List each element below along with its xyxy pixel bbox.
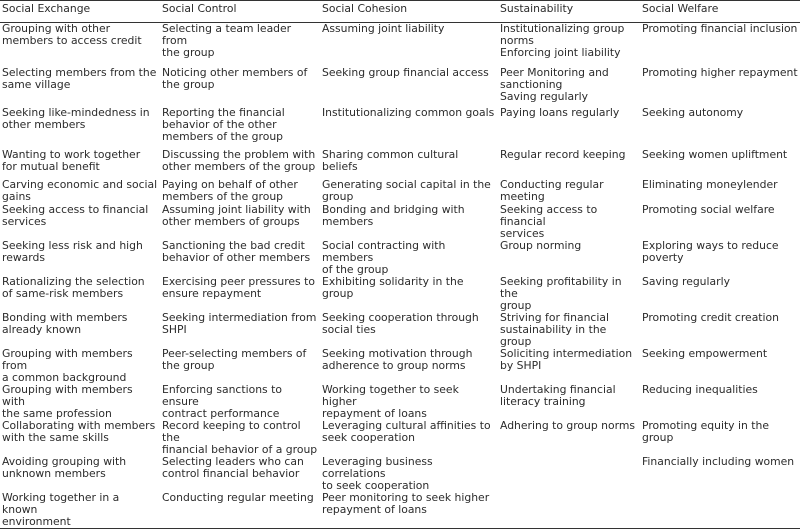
table-cell: [0, 179, 160, 204]
cell-text: Undertaking financial literacy training: [500, 382, 616, 408]
cell-text: Exhibiting solidarity in the group: [322, 274, 464, 300]
cell-text: Adhering to group norms: [500, 418, 636, 432]
cell-text: Promoting social welfare: [642, 202, 775, 216]
table-cell: [320, 384, 498, 420]
table-cell: [640, 384, 800, 420]
column-header: Social Exchange: [0, 1, 160, 23]
cell-text: Seeking intermediation from SHPI: [162, 310, 317, 336]
table-cell: [498, 420, 640, 456]
table-cell: [160, 492, 320, 529]
table-row: [0, 312, 800, 348]
cell-text: Seeking empowerment: [642, 346, 768, 360]
table-cell: [0, 492, 160, 529]
table-cell: [498, 492, 640, 529]
cell-text: Rationalizing the selection of same-risk members: [2, 274, 145, 300]
cell-text: Seeking autonomy: [642, 105, 744, 119]
table-cell: [498, 240, 640, 276]
cell-text: Promoting equity in the group: [642, 418, 770, 444]
cell-text: Seeking access to financial services: [2, 202, 149, 228]
cell-text: Promoting financial inclusion: [642, 22, 798, 35]
cell-text: Selecting leaders who can control financial behavior: [162, 454, 304, 480]
cell-text: Seeking motivation through adherence to group norms: [322, 346, 473, 372]
cell-text: Soliciting intermediation by SHPI: [500, 346, 633, 372]
cell-text: Assuming joint liability with other members of groups: [162, 202, 311, 228]
table-cell: [640, 420, 800, 456]
table-cell: [320, 240, 498, 276]
table-cell: [498, 384, 640, 420]
table-cell: [0, 348, 160, 384]
table-cell: [160, 204, 320, 240]
cell-text: Collaborating with members with the same skills: [2, 418, 156, 444]
table-row: [0, 204, 800, 240]
cell-text: Seeking like-mindedness in other members: [2, 105, 150, 131]
cell-text: Wanting to work together for mutual benefit: [2, 147, 141, 173]
table-cell: [320, 492, 498, 529]
table-row: [0, 240, 800, 276]
cell-text: Seeking women upliftment: [642, 147, 788, 161]
table-cell: [320, 149, 498, 179]
cell-text: Working together in a known environment: [2, 490, 120, 528]
cell-text: Seeking cooperation through social ties: [322, 310, 479, 336]
table-cell: [640, 240, 800, 276]
cell-text: Institutionalizing group norms Enforcing joint liability: [500, 22, 625, 59]
table-cell: [498, 107, 640, 149]
table-row: [0, 456, 800, 492]
cell-text: Group norming: [500, 238, 582, 252]
table-cell: [320, 348, 498, 384]
cell-text: Regular record keeping: [500, 147, 626, 161]
table-cell: [640, 312, 800, 348]
cell-text: Record keeping to control the financial behavior of a group: [162, 418, 318, 456]
cell-text: Grouping with members from a common background: [2, 346, 133, 384]
cell-text: Assuming joint liability: [322, 22, 445, 35]
cell-text: Bonding and bridging with members: [322, 202, 465, 228]
table-cell: [320, 456, 498, 492]
cell-text: Promoting credit creation: [642, 310, 779, 324]
table-cell: [498, 204, 640, 240]
table-cell: [320, 204, 498, 240]
table-cell: [160, 149, 320, 179]
table-cell: [0, 23, 160, 67]
table-cell: [0, 107, 160, 149]
table-cell: [640, 204, 800, 240]
table-cell: [640, 348, 800, 384]
cell-text: Peer monitoring to seek higher repayment of loans: [322, 490, 490, 516]
cell-text: Enforcing sanctions to ensure contract performance: [162, 382, 282, 420]
table-cell: [160, 348, 320, 384]
table-cell: [320, 276, 498, 312]
cell-text: Seeking less risk and high rewards: [2, 238, 143, 264]
cell-text: Discussing the problem with other members of the group: [162, 147, 316, 173]
table-body: [0, 23, 800, 529]
table-cell: [0, 240, 160, 276]
cell-text: Selecting a team leader from the group: [162, 22, 292, 59]
table-cell: [640, 456, 800, 492]
cell-text: Conducting regular meeting: [162, 490, 314, 504]
table-cell: [0, 276, 160, 312]
cell-text: Noticing other members of the group: [162, 65, 308, 91]
column-header: Social Cohesion: [320, 1, 498, 23]
table-cell: [0, 456, 160, 492]
table-row: [0, 107, 800, 149]
table-cell: [320, 420, 498, 456]
cell-text: Striving for financial sustainability in the group: [500, 310, 609, 348]
cell-text: Working together to seek higher repayment of loans: [322, 382, 459, 420]
table-row: [0, 23, 800, 67]
cell-text: Peer-selecting members of the group: [162, 346, 307, 372]
cell-text: Institutionalizing common goals: [322, 105, 495, 119]
cell-text: Seeking group financial access: [322, 65, 489, 79]
table-cell: [498, 23, 640, 67]
table-cell: [160, 107, 320, 149]
table-cell: [498, 67, 640, 107]
table-cell: [160, 240, 320, 276]
table-cell: [640, 23, 800, 67]
table-cell: [320, 107, 498, 149]
cell-text: Eliminating moneylender: [642, 177, 778, 191]
table-row: [0, 384, 800, 420]
table-cell: [0, 204, 160, 240]
column-header: Sustainability: [498, 1, 640, 23]
cell-text: Financially including women: [642, 454, 795, 468]
cell-text: Seeking profitability in the group: [500, 274, 622, 312]
cell-text: Leveraging cultural affinities to seek cooperation: [322, 418, 491, 444]
column-header: Social Welfare: [640, 1, 800, 23]
cell-text: Paying on behalf of other members of the group: [162, 177, 298, 203]
cell-text: Promoting higher repayment: [642, 65, 798, 79]
table-cell: [320, 23, 498, 67]
table-cell: [320, 179, 498, 204]
table-row: [0, 276, 800, 312]
cell-text: Leveraging business correlations to seek cooperation: [322, 454, 433, 492]
cell-text: Bonding with members already known: [2, 310, 128, 336]
cell-text: Paying loans regularly: [500, 105, 620, 119]
cell-text: Conducting regular meeting: [500, 177, 604, 203]
table-row: [0, 149, 800, 179]
table-cell: [640, 67, 800, 107]
cell-text: Seeking access to financial services: [500, 202, 598, 240]
table-cell: [640, 276, 800, 312]
table-row: [0, 492, 800, 529]
table-cell: [160, 312, 320, 348]
cell-text: Saving regularly: [642, 274, 730, 288]
cell-text: Social contracting with members of the group: [322, 238, 446, 276]
table-cell: [160, 67, 320, 107]
table-cell: [640, 149, 800, 179]
cell-text: Carving economic and social gains: [2, 177, 158, 203]
cell-text: Exercising peer pressures to ensure repayment: [162, 274, 315, 300]
cell-text: Avoiding grouping with unknown members: [2, 454, 127, 480]
cell-text: Reducing inequalities: [642, 382, 758, 396]
cell-text: Grouping with other members to access credit: [2, 22, 142, 47]
table-cell: [320, 67, 498, 107]
cell-text: Peer Monitoring and sanctioning Saving regularly: [500, 65, 609, 103]
table-cell: [498, 348, 640, 384]
table-cell: [160, 23, 320, 67]
table-cell: [160, 276, 320, 312]
table-cell: [160, 384, 320, 420]
column-header: Social Control: [160, 1, 320, 23]
table-row: [0, 420, 800, 456]
table-row: [0, 179, 800, 204]
table-cell: [498, 312, 640, 348]
table-cell: [160, 420, 320, 456]
cell-text: Grouping with members with the same profession: [2, 382, 133, 420]
table-cell: [0, 149, 160, 179]
cell-text: Sharing common cultural beliefs: [322, 147, 459, 173]
table-cell: [0, 67, 160, 107]
table-cell: [640, 179, 800, 204]
table-cell: [498, 179, 640, 204]
cell-text: Exploring ways to reduce poverty: [642, 238, 779, 264]
table-cell: [498, 149, 640, 179]
table-cell: [160, 179, 320, 204]
table-cell: [498, 276, 640, 312]
table-cell: [320, 312, 498, 348]
cell-text: Reporting the financial behavior of the other members of the group: [162, 105, 285, 143]
table-cell: [0, 420, 160, 456]
table-cell: [640, 492, 800, 529]
cell-text: Selecting members from the same village: [2, 65, 157, 91]
cell-text: Sanctioning the bad credit behavior of other members: [162, 238, 311, 264]
table-cell: [0, 312, 160, 348]
cell-text: Generating social capital in the group: [322, 177, 491, 203]
table-cell: [640, 107, 800, 149]
table-cell: [0, 384, 160, 420]
table-row: [0, 67, 800, 107]
table-cell: [160, 456, 320, 492]
table-row: [0, 348, 800, 384]
table-header-row: [0, 1, 800, 23]
table-cell: [498, 456, 640, 492]
